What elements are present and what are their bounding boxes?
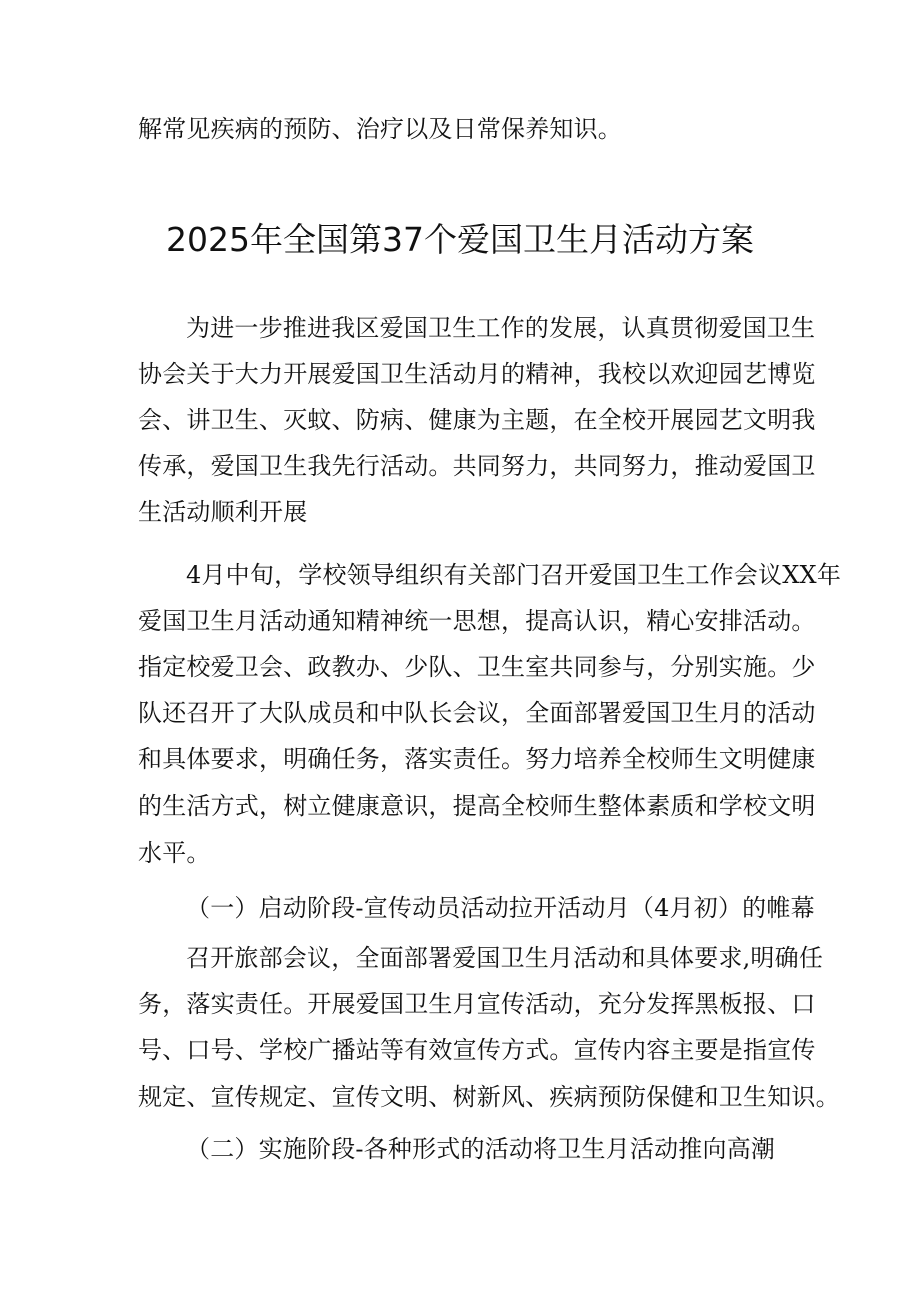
paragraph-line: 号、口号、学校广播站等有效宣传方式。宣传内容主要是指宣传 xyxy=(138,1036,816,1064)
paragraph-line: 4月中旬，学校领导组织有关部门召开爱国卫生工作会议XX年 xyxy=(186,561,842,589)
intro-tail-text: 解常见疾病的预防、治疗以及日常保养知识。 xyxy=(138,115,622,143)
paragraph-line: 会、讲卫生、灭蚊、防病、健康为主题，在全校开展园艺文明我 xyxy=(138,406,816,434)
paragraph-line: 召开旅部会议，全面部署爱国卫生月活动和具体要求,明确任 xyxy=(186,944,824,972)
paragraph-line: 的生活方式，树立健康意识，提高全校师生整体素质和学校文明 xyxy=(138,792,816,820)
paragraph-line: 队还召开了大队成员和中队长会议，全面部署爱国卫生月的活动 xyxy=(138,699,816,727)
paragraph-line: 生活动顺利开展 xyxy=(138,498,308,526)
paragraph-line: 水平。 xyxy=(138,839,211,867)
section-1-heading: （一）启动阶段-宣传动员活动拉开活动月（4月初）的帷幕 xyxy=(186,894,815,922)
paragraph-line: 规定、宣传规定、宣传文明、树新风、疾病预防保健和卫生知识。 xyxy=(138,1083,840,1111)
section-2-heading: （二）实施阶段-各种形式的活动将卫生月活动推向高潮 xyxy=(186,1135,776,1163)
paragraph-line: 务，落实责任。开展爱国卫生月宣传活动，充分发挥黑板报、口 xyxy=(138,990,816,1018)
paragraph-line: 和具体要求，明确任务，落实责任。努力培养全校师生文明健康 xyxy=(138,745,816,773)
paragraph-line: 爱国卫生月活动通知精神统一思想，提高认识，精心安排活动。 xyxy=(138,607,816,635)
paragraph-line: 为进一步推进我区爱国卫生工作的发展，认真贯彻爱国卫生 xyxy=(186,314,816,342)
paragraph-line: 指定校爱卫会、政教办、少队、卫生室共同参与，分别实施。少 xyxy=(138,653,816,681)
document-title: 2025年全国第37个爱国卫生月活动方案 xyxy=(166,220,754,259)
paragraph-line: 传承，爱国卫生我先行活动。共同努力，共同努力，推动爱国卫 xyxy=(138,452,816,480)
paragraph-line: 协会关于大力开展爱国卫生活动月的精神，我校以欢迎园艺博览 xyxy=(138,360,816,388)
